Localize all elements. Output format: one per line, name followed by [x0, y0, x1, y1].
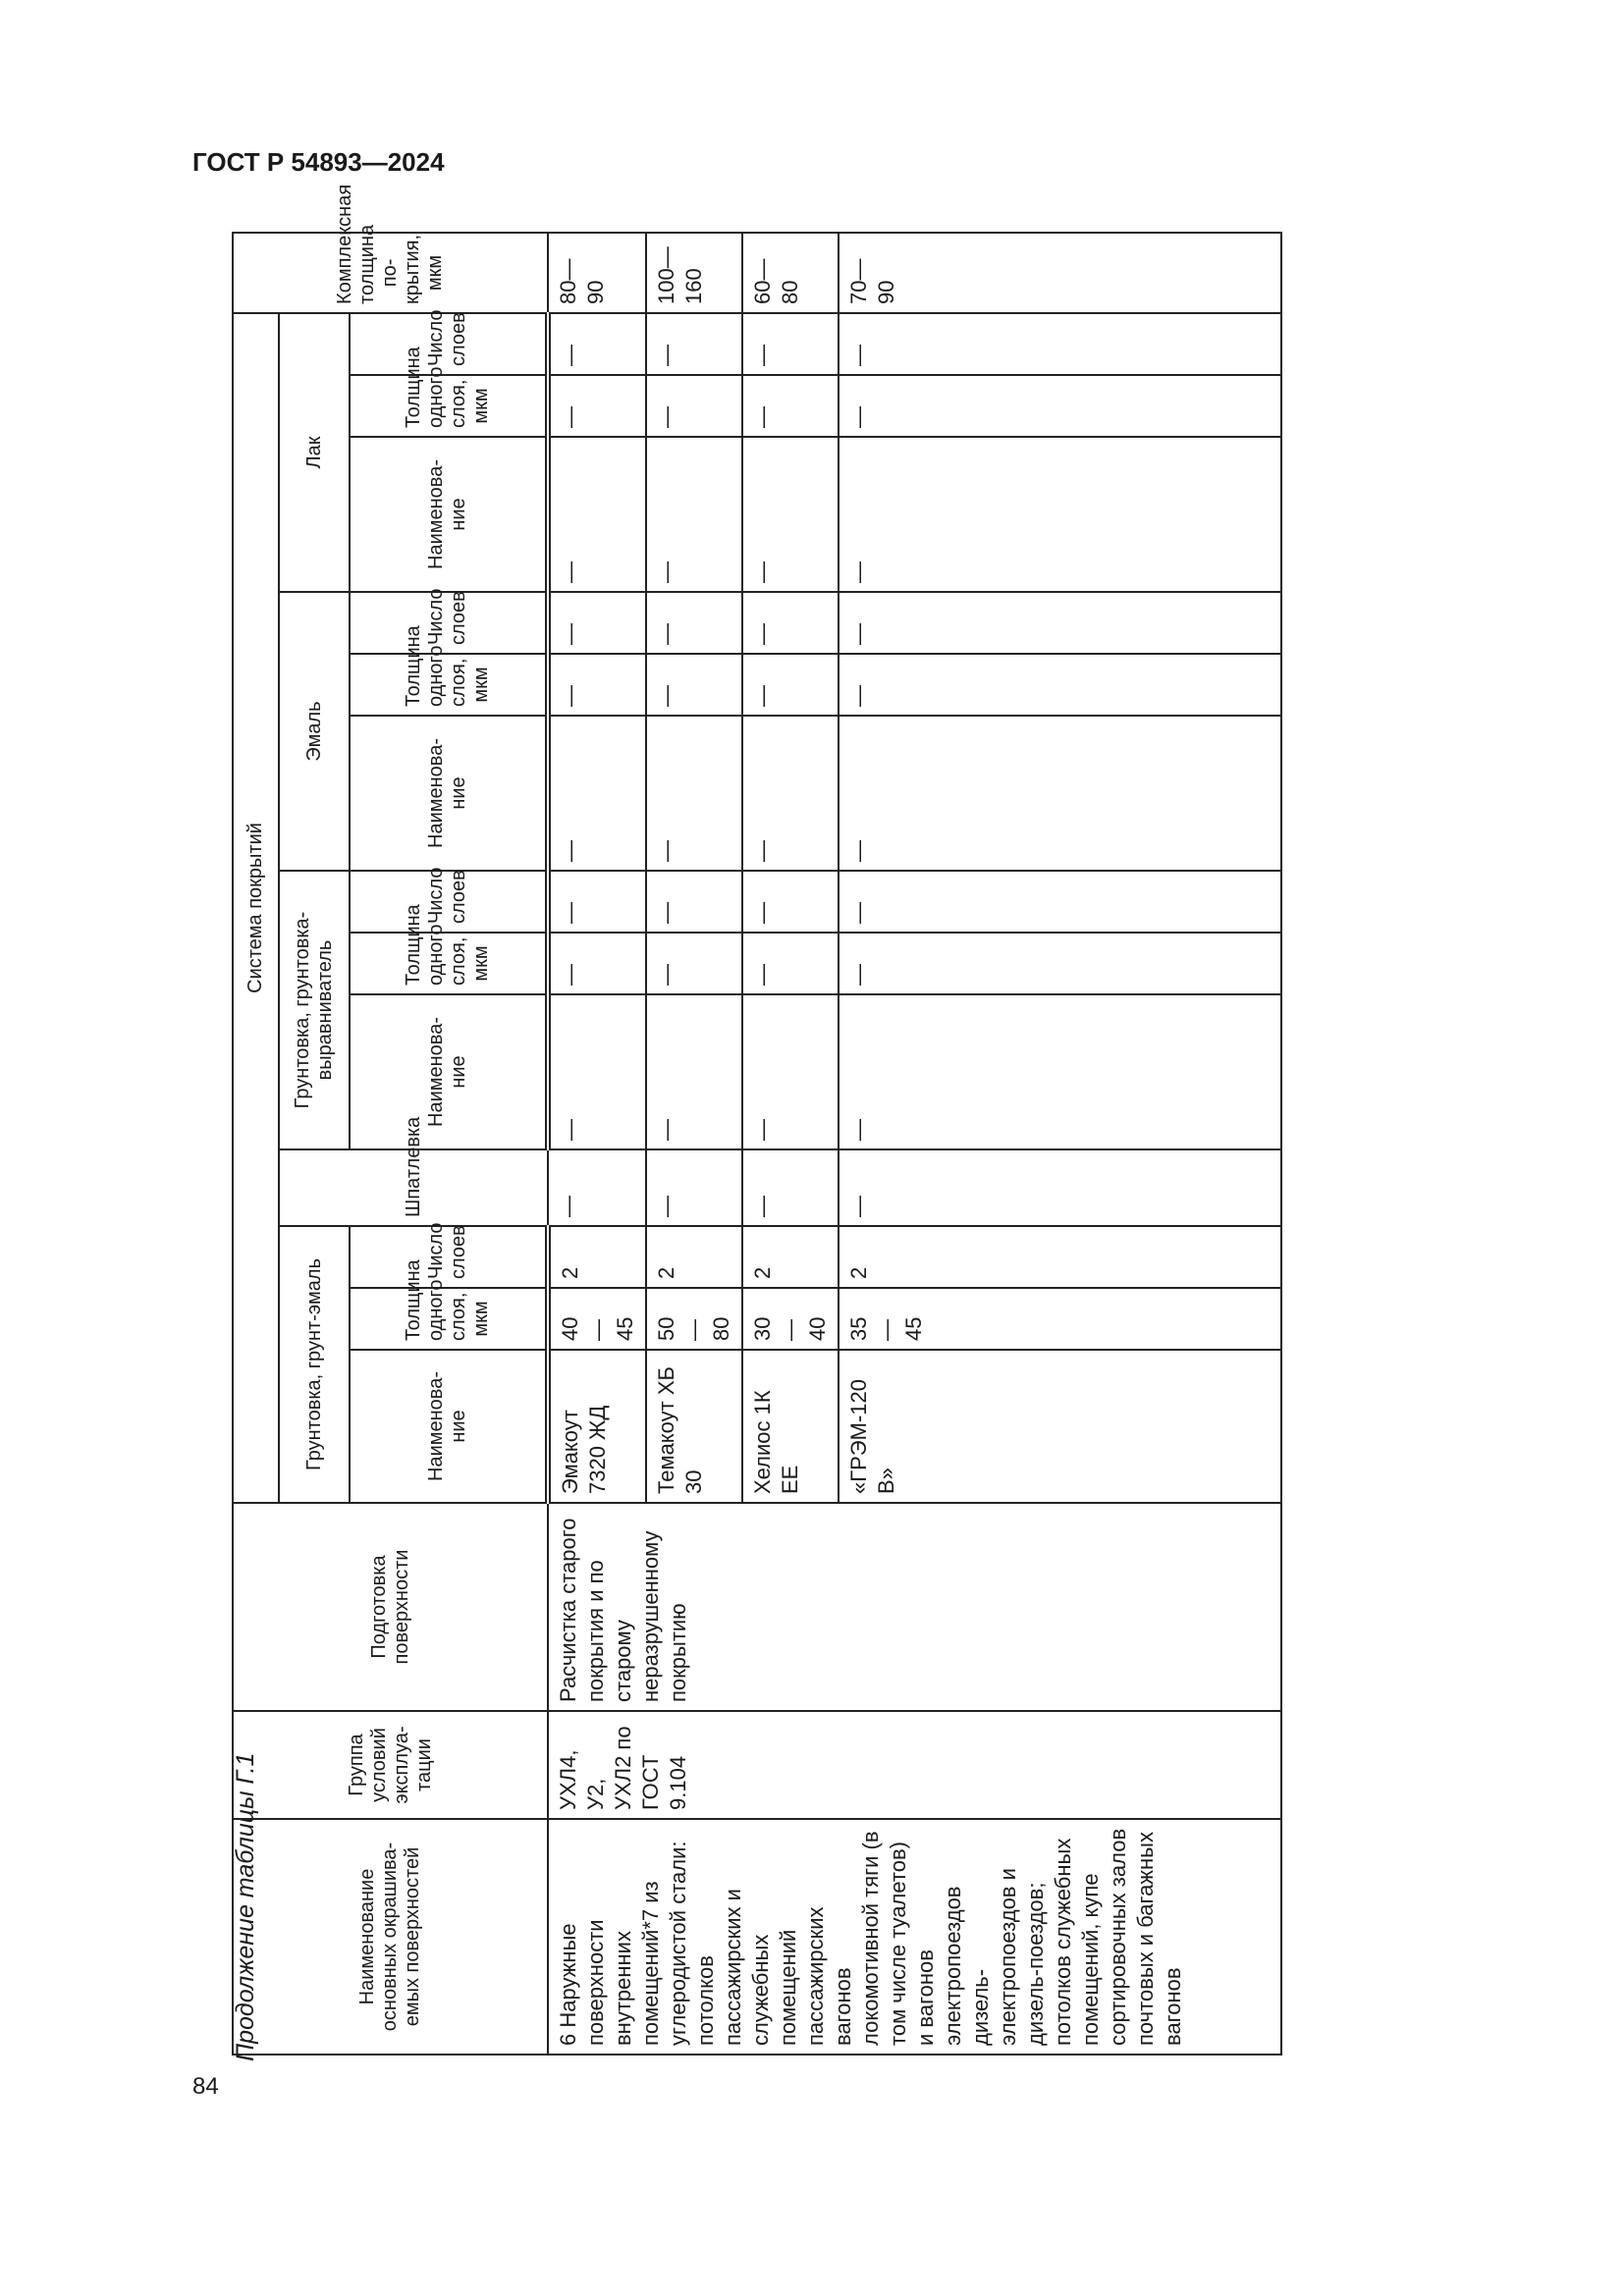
cell-en-layers: — [548, 592, 646, 654]
cell-preparation: Расчистка старого покрытия и по старому неразрушенному покрытию [548, 1503, 1281, 1711]
cell-name: «ГРЭМ-120 В» [839, 1350, 1281, 1503]
cell-lq-thickness: — [839, 375, 1281, 437]
coating-system-table [232, 184, 1282, 2056]
cell-lq-thickness: — [742, 375, 839, 437]
cell-surfaces: 6 Наружные поверхности внутренних помещений*7 из углеродистой стали: потолков пассажирских и служебных помещений пассажирских вагонов локомотивной тяги (в том числе туалетов) и вагонов электропоездов дизель-электропоездов и дизель-поездов; потолков служебных помещений, купе сортировочных залов почтовых и багажных вагонов [548, 1819, 1281, 2055]
header-preparation: Подготовка поверхности [233, 1503, 548, 1711]
cell-lq-layers: — [548, 313, 646, 375]
cell-pl-thickness: — [839, 933, 1281, 994]
cell-lq-layers: — [646, 313, 742, 375]
table-caption: Продолжение таблицы Г.1 [232, 1752, 259, 2061]
cell-en-thickness: — [646, 654, 742, 716]
header-thickness: Толщина одного слоя, мкм [350, 933, 548, 994]
header-system: Система покрытий [233, 313, 279, 1503]
cell-en-thickness: — [548, 654, 646, 716]
header-layers: Число слоев [350, 871, 548, 933]
header-name: Наименова-ние [350, 437, 548, 592]
cell-en-name: — [646, 716, 742, 871]
cell-layers: 2 [742, 1226, 839, 1288]
page-number: 84 [192, 2073, 219, 2100]
table-row [548, 233, 646, 2055]
cell-name: Хелиос 1К ЕЕ [742, 1350, 839, 1503]
cell-putty: — [742, 1149, 839, 1226]
header-primer-enamel: Грунтовка, грунт-эмаль [279, 1226, 350, 1503]
cell-layers: 2 [646, 1226, 742, 1288]
cell-lq-name: — [839, 437, 1281, 592]
cell-en-thickness: — [839, 654, 1281, 716]
cell-complex: 70—90 [839, 233, 1281, 313]
header-group: Группа условий эксплуа-тации [233, 1711, 548, 1819]
header-putty: Шпатлевка [279, 1149, 548, 1226]
cell-group: УХЛ4, У2, УХЛ2 по ГОСТ 9.104 [548, 1711, 1281, 1819]
cell-en-name: — [839, 716, 1281, 871]
header-thickness: Толщина одного слоя, мкм [350, 654, 548, 716]
header-complex-thickness: Комплексная толщина по-крытия, мкм [233, 233, 548, 313]
cell-en-layers: — [839, 592, 1281, 654]
header-layers: Число слоев [350, 313, 548, 375]
cell-en-thickness: — [742, 654, 839, 716]
header-thickness: Толщина одного слоя, мкм [350, 1288, 548, 1350]
cell-putty: — [839, 1149, 1281, 1226]
cell-pl-layers: — [742, 871, 839, 933]
document-header: ГОСТ Р 54893—2024 [192, 147, 445, 177]
cell-pl-thickness: — [742, 933, 839, 994]
header-surfaces: Наименование основных окрашива-емых поверхностей [233, 1819, 548, 2055]
cell-complex: 100—160 [646, 233, 742, 313]
cell-en-layers: — [742, 592, 839, 654]
cell-lq-thickness: — [646, 375, 742, 437]
cell-lq-thickness: — [548, 375, 646, 437]
header-thickness: Толщина одного слоя, мкм [350, 375, 548, 437]
cell-thickness: 50—80 [646, 1288, 742, 1350]
header-enamel: Эмаль [279, 592, 350, 871]
cell-pl-name: — [742, 994, 839, 1149]
cell-thickness: 40—45 [548, 1288, 646, 1350]
cell-thickness: 35—45 [839, 1288, 1281, 1350]
cell-lq-name: — [548, 437, 646, 592]
cell-pl-name: — [646, 994, 742, 1149]
cell-complex: 60—80 [742, 233, 839, 313]
cell-pl-name: — [839, 994, 1281, 1149]
cell-layers: 2 [548, 1226, 646, 1288]
cell-pl-name: — [548, 994, 646, 1149]
header-lacquer: Лак [279, 313, 350, 592]
cell-pl-layers: — [548, 871, 646, 933]
cell-putty: — [548, 1149, 646, 1226]
cell-layers: 2 [839, 1226, 1281, 1288]
cell-pl-layers: — [646, 871, 742, 933]
header-layers: Число слоев [350, 1226, 548, 1288]
cell-en-name: — [548, 716, 646, 871]
cell-en-name: — [742, 716, 839, 871]
cell-name: Темакоут ХБ 30 [646, 1350, 742, 1503]
cell-pl-thickness: — [548, 933, 646, 994]
cell-pl-layers: — [839, 871, 1281, 933]
cell-pl-thickness: — [646, 933, 742, 994]
header-name: Наименова-ние [350, 716, 548, 871]
cell-name: Эмакоут 7320 ЖД [548, 1350, 646, 1503]
header-primer-leveler: Грунтовка, грунтовка-выравниватель [279, 871, 350, 1149]
cell-lq-layers: — [839, 313, 1281, 375]
cell-putty: — [646, 1149, 742, 1226]
cell-lq-name: — [646, 437, 742, 592]
header-name: Наименова-ние [350, 994, 548, 1149]
header-layers: Число слоев [350, 592, 548, 654]
cell-lq-name: — [742, 437, 839, 592]
cell-en-layers: — [646, 592, 742, 654]
cell-complex: 80—90 [548, 233, 646, 313]
cell-lq-layers: — [742, 313, 839, 375]
coating-table-wrapper [232, 184, 1282, 2056]
header-name: Наименова-ние [350, 1350, 548, 1503]
cell-thickness: 30—40 [742, 1288, 839, 1350]
